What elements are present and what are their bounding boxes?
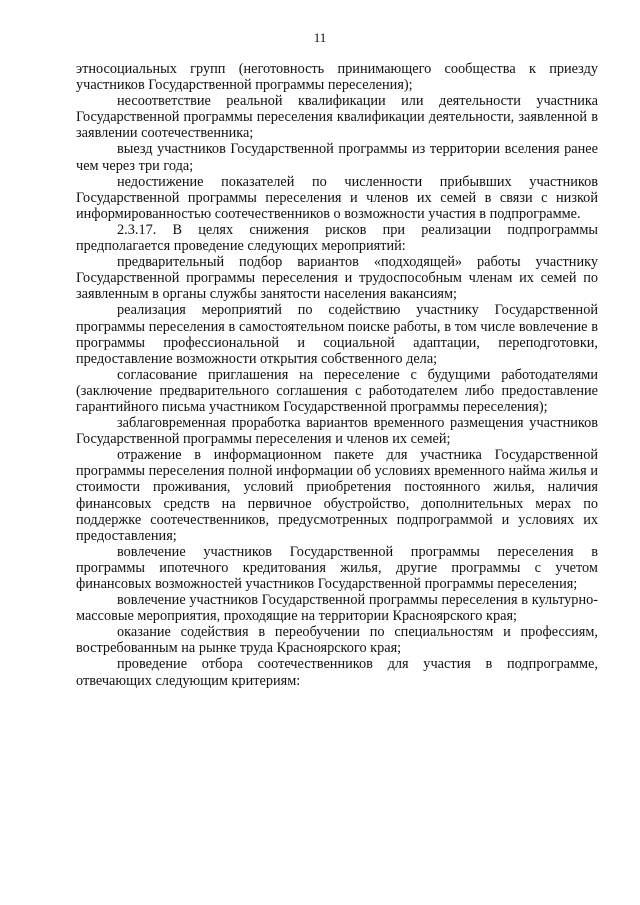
document-body — [76, 61, 598, 689]
paragraph-ethnic-groups-continuation: этносоциальных групп (неготовность принимающего сообщества к приезду участников Государственной программы переселения); — [76, 61, 598, 94]
paragraph-employer-invitation: согласование приглашения на переселение с будущими работодателями (заключение предварительного соглашения с работодателем либо предоставление гарантийного письма участником Государственной программы переселения); — [76, 366, 598, 415]
paragraph-qualification-mismatch: несоответствие реальной квалификации или деятельности участника Государственной программы переселения квалификации деятельности, заявленной в заявлении соотечественника; — [76, 93, 598, 142]
paragraph-job-search-support: реализация мероприятий по содействию участнику Государственной программы переселения в самостоятельном поиске работы, в том числе вовлечение в программы профессиональной и социальной адаптации, переподготовки, предоставление возможности открытия собственного дела; — [76, 302, 598, 367]
paragraph-job-preselection: предварительный подбор вариантов «подходящей» работы участнику Государственной программы переселения и трудоспособным членам их семей по заявленным в органы службы занятости населения вакансиям; — [76, 254, 598, 303]
paragraph-selection-criteria: проведение отбора соотечественников для участия в подпрограмме, отвечающих следующим критериям: — [76, 656, 598, 689]
page-number: 11 — [313, 30, 327, 45]
paragraph-section-2-3-17: 2.3.17. В целях снижения рисков при реализации подпрограммы предполагается проведение следующих мероприятий: — [76, 221, 598, 255]
paragraph-temporary-housing: заблаговременная проработка вариантов временного размещения участников Государственной программы переселения и членов их семей; — [76, 415, 598, 448]
paragraph-early-departure: выезд участников Государственной программы из территории вселения ранее чем через три года; — [76, 141, 598, 174]
paragraph-retraining: оказание содействия в переобучении по специальностям и профессиям, востребованным на рынке труда Красноярского края; — [76, 624, 598, 657]
paragraph-mortgage-programs: вовлечение участников Государственной программы переселения в программы ипотечного кредитования жилья, другие программы с учетом финансовых возможностей участников Государственной программы переселения; — [76, 543, 598, 592]
paragraph-information-package: отражение в информационном пакете для участника Государственной программы переселения полной информации об условиях временного найма жилья и стоимости проживания, условий приобретения постоянного жилья, наличия финансовых средств на первичное обустройство, дополнительных мерах по поддержке соотечественников, предусмотренных подпрограммой и условиях их предоставления; — [76, 447, 598, 544]
paragraph-cultural-events: вовлечение участников Государственной программы переселения в культурно-массовые мероприятия, проходящие на территории Красноярского края; — [76, 592, 598, 625]
paragraph-indicators-not-met: недостижение показателей по численности прибывших участников Государственной программы переселения и членов их семей в связи с низкой информированностью соотечественников о возможности участия в подпрограмме. — [76, 173, 598, 222]
